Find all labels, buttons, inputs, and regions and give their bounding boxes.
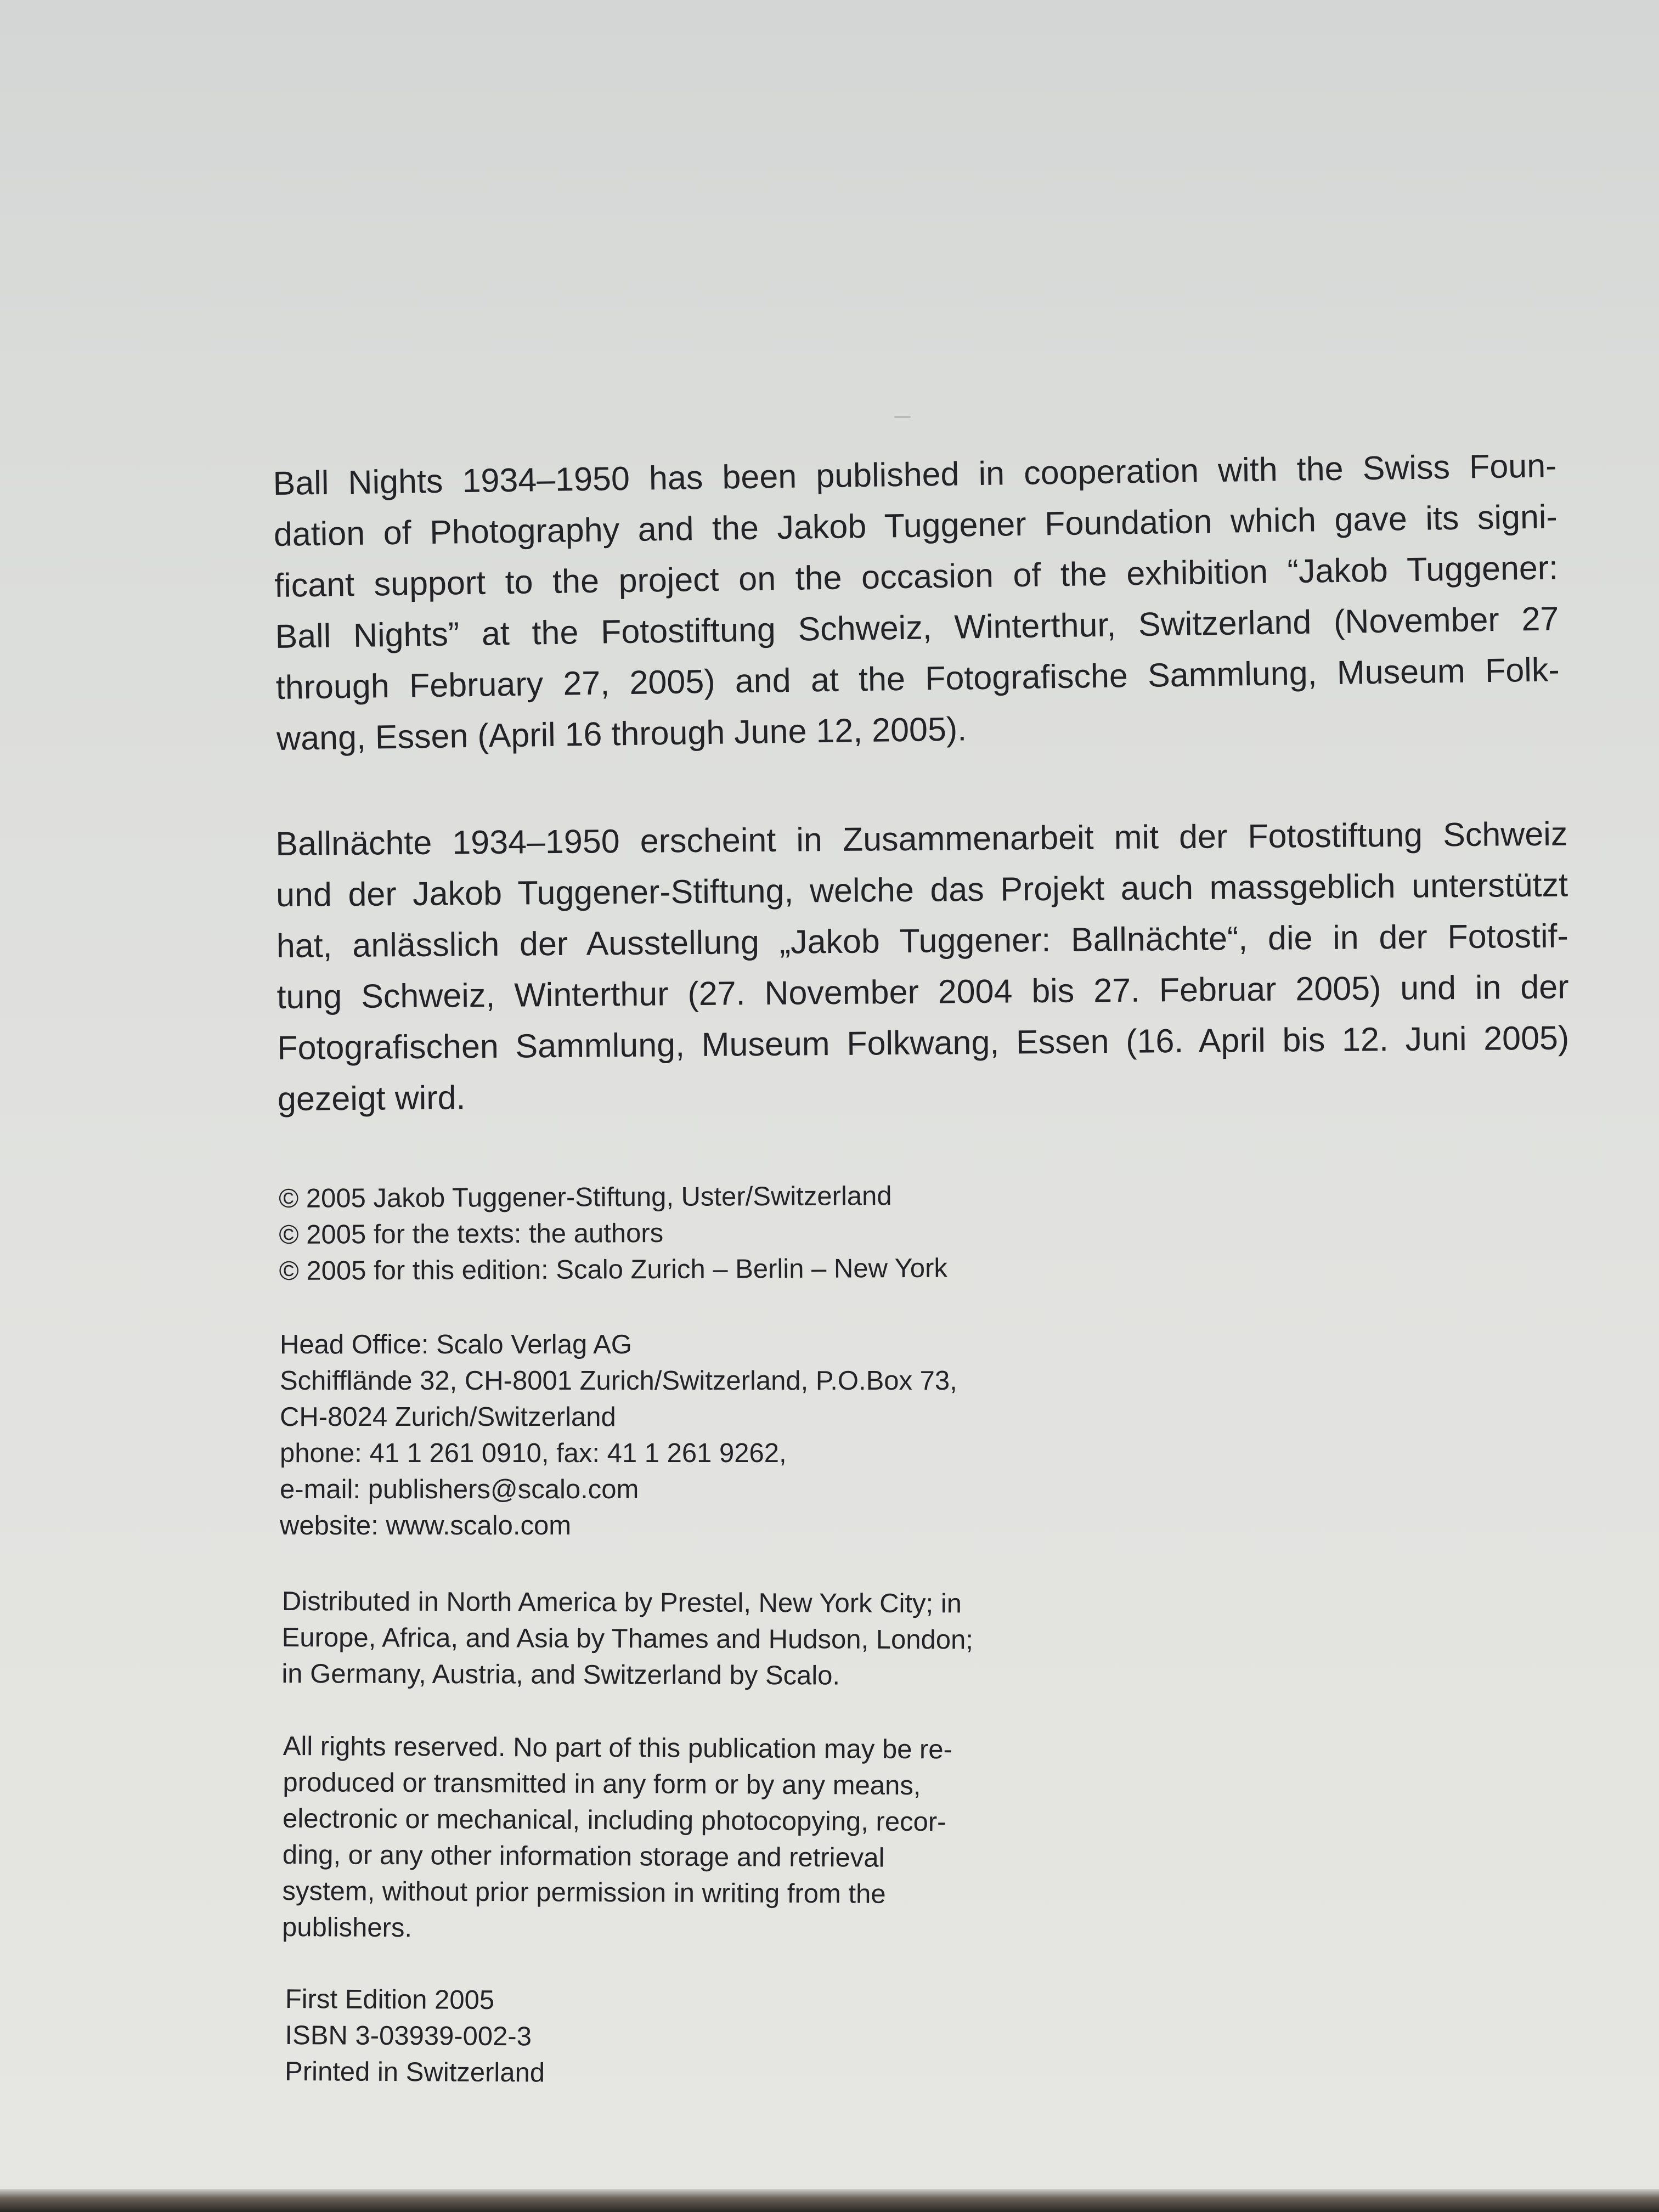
text-line: All rights reserved. No part of this publication may be re- xyxy=(283,1731,953,1765)
text-line: through February 27, 2005) and at the Fotografische Sammlung, Museum Folk- xyxy=(275,651,1560,706)
head-office-address xyxy=(280,1327,957,1544)
rights-notice xyxy=(282,1728,952,1949)
copyright-notice xyxy=(279,1178,947,1289)
text-line: in Germany, Austria, and Switzerland by Scalo. xyxy=(281,1658,840,1691)
text-line: gezeigt wird. xyxy=(277,1079,466,1118)
text-line: Ball Nights 1934–1950 has been published in cooperation with the Swiss Foun- xyxy=(273,447,1557,502)
text-line: ficant support to the project on the occasion of the exhibition “Jakob Tuggener: xyxy=(274,549,1559,604)
email-line: e-mail: publishers@scalo.com xyxy=(280,1475,639,1504)
edition-line: First Edition 2005 xyxy=(285,1984,495,2015)
text-line: dation of Photography and the Jakob Tuggener Foundation which gave its signi- xyxy=(273,498,1558,553)
text-line: hat, anlässlich der Ausstellung „Jakob Tuggener: Ballnächte“, die in der Fotostif- xyxy=(276,917,1569,964)
text-line: und der Jakob Tuggener-Stiftung, welche das Projekt auch massgeblich unterstützt xyxy=(275,866,1568,913)
text-line: ding, or any other information storage and retrieval xyxy=(282,1839,885,1873)
text-line: Schifflände 32, CH-8001 Zurich/Switzerland, P.O.Box 73, xyxy=(280,1366,957,1396)
text-line: phone: 41 1 261 0910, fax: 41 1 261 9262, xyxy=(280,1438,787,1468)
distribution-notice xyxy=(281,1583,973,1694)
isbn-line: ISBN 3-03939-002-3 xyxy=(285,2020,532,2052)
text-line: tung Schweiz, Winterthur (27. November 2004 bis 27. Februar 2005) und in der xyxy=(276,968,1569,1015)
text-line: produced or transmitted in any form or by any means, xyxy=(283,1767,921,1801)
text-line: Europe, Africa, and Asia by Thames and Hudson, London; xyxy=(281,1622,974,1655)
text-line: publishers. xyxy=(281,1912,413,1943)
text-line: electronic or mechanical, including photocopying, recor- xyxy=(282,1803,946,1837)
text-line: Head Office: Scalo Verlag AG xyxy=(280,1330,632,1359)
text-line: © 2005 for this edition: Scalo Zurich – Berlin – New York xyxy=(279,1253,948,1286)
text-line: CH-8024 Zurich/Switzerland xyxy=(280,1402,616,1432)
english-paragraph xyxy=(273,440,1561,764)
text-line: system, without prior permission in writing from the xyxy=(282,1876,886,1909)
text-line: Ball Nights” at the Fotostiftung Schweiz, Winterthur, Switzerland (November 27 xyxy=(275,600,1559,655)
text-line: © 2005 Jakob Tuggener-Stiftung, Uster/Switzerland xyxy=(279,1181,892,1214)
printed-line: Printed in Switzerland xyxy=(284,2056,545,2088)
text-line: Ballnächte 1934–1950 erscheint in Zusammenarbeit mit der Fotostiftung Schweiz xyxy=(275,815,1568,862)
text-line: © 2005 for the texts: the authors xyxy=(279,1218,664,1250)
edition-info xyxy=(285,1981,545,2091)
text-line: Distributed in North America by Prestel, New York City; in xyxy=(281,1587,962,1619)
website-line: website: www.scalo.com xyxy=(280,1511,572,1541)
german-paragraph xyxy=(275,809,1570,1125)
text-line: wang, Essen (April 16 through June 12, 2005). xyxy=(276,710,967,757)
text-line: Fotografischen Sammlung, Museum Folkwang, Essen (16. April bis 12. Juni 2005) xyxy=(277,1019,1570,1066)
